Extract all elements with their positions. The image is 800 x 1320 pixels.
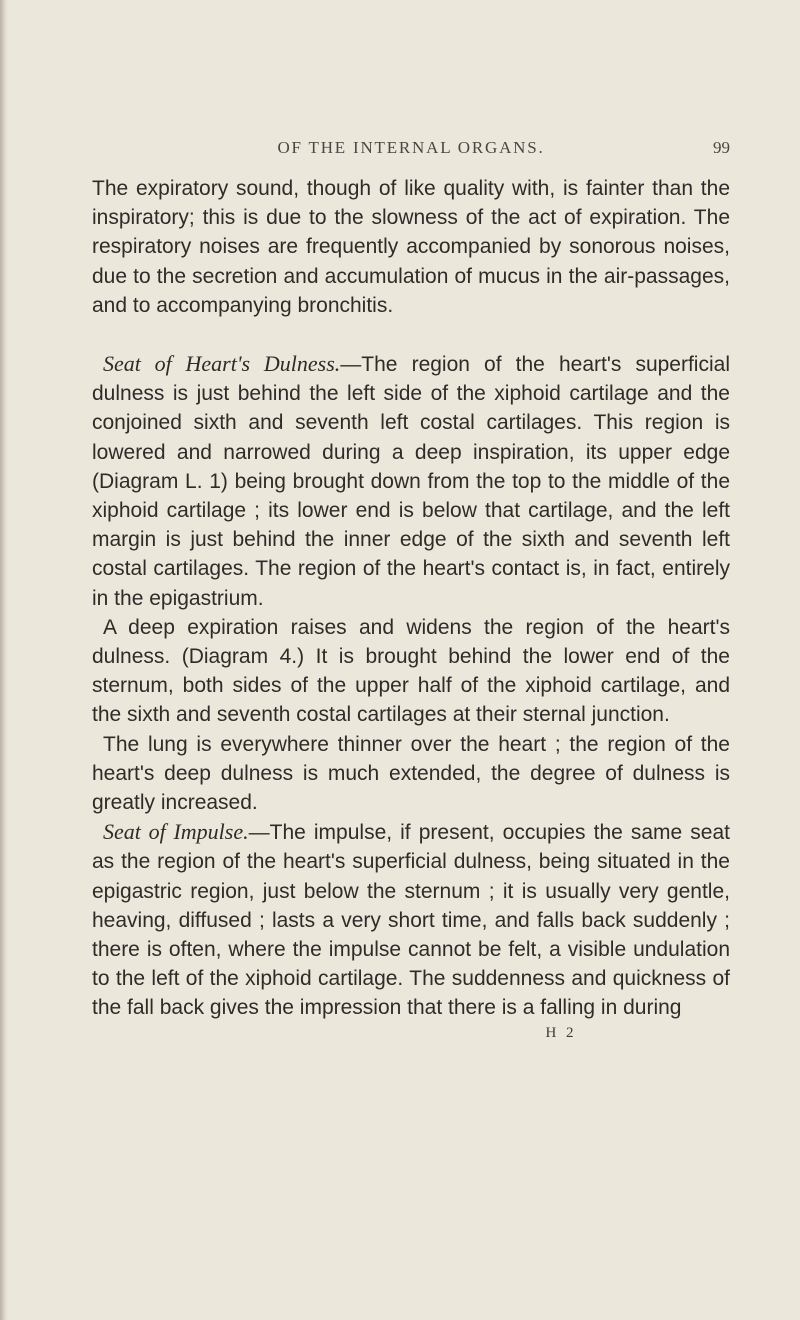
- paragraph-deep-expiration: [92, 613, 730, 730]
- paragraph-expiratory-sound: [92, 174, 730, 320]
- section-heading-heart-dulness: Seat of Heart's Dulness.: [103, 351, 341, 377]
- paragraph-seat-of-impulse: [92, 817, 730, 1022]
- paragraph-text: The expiratory sound, though of like quality with, is fainter than the inspiratory; this is due to the slowness of the act of expiration. The respiratory noises are frequently accompanied by sonorous noises, due to the secretion and accumulation of mucus in the air-passages, and to accompanying bronchitis.: [92, 177, 730, 317]
- paragraph-text: —The region of the heart's superficial dulness is just behind the left side of the xiphoid cartilage and the conjoined sixth and seventh left costal cartilages. This region is lowered and narrowed during a deep inspiration, its upper edge (Diagram L. 1) being brought down from the top to the middle of the xiphoid cartilage ; its lower end is below that cartilage, and the left margin is just behind the inner edge of the sixth and seventh left costal cartilages. The region of the heart's contact is, in fact, entirely in the epigastrium.: [92, 353, 730, 610]
- paragraph-text: —The impulse, if present, occupies the same seat as the region of the heart's superficial dulness, being situated in the epigastric region, just below the sternum ; it is usually very gentle, heaving, diffused ; lasts a very short time, and falls back suddenly ; there is often, where the impulse cannot be felt, a visible undulation to the left of the xiphoid cartilage. The suddenness and quickness of the fall back gives the impression that there is a falling in during: [92, 821, 730, 1020]
- page-edge-shadow: [0, 0, 8, 1320]
- paragraph-heart-dulness: [92, 349, 730, 613]
- paragraph-text: The lung is everywhere thinner over the heart ; the region of the heart's deep dulness is much extended, the degree of dulness is greatly increased.: [92, 732, 730, 815]
- paragraph-text: A deep expiration raises and widens the region of the heart's dulness. (Diagram 4.) It is brought behind the lower end of the sternum, both sides of the upper half of the xiphoid cartilage, and the sixth and seventh costal cartilages at their sternal junction.: [92, 615, 730, 727]
- body-text: [92, 174, 730, 1023]
- book-page: [92, 138, 730, 1042]
- running-head: [92, 138, 730, 164]
- section-heading-seat-of-impulse: Seat of Impulse.: [103, 819, 249, 845]
- page-number: 99: [713, 138, 730, 157]
- signature-mark: H 2: [545, 1024, 577, 1041]
- paragraph-lung-thinner: [92, 730, 730, 818]
- running-title: OF THE INTERNAL ORGANS.: [277, 138, 545, 157]
